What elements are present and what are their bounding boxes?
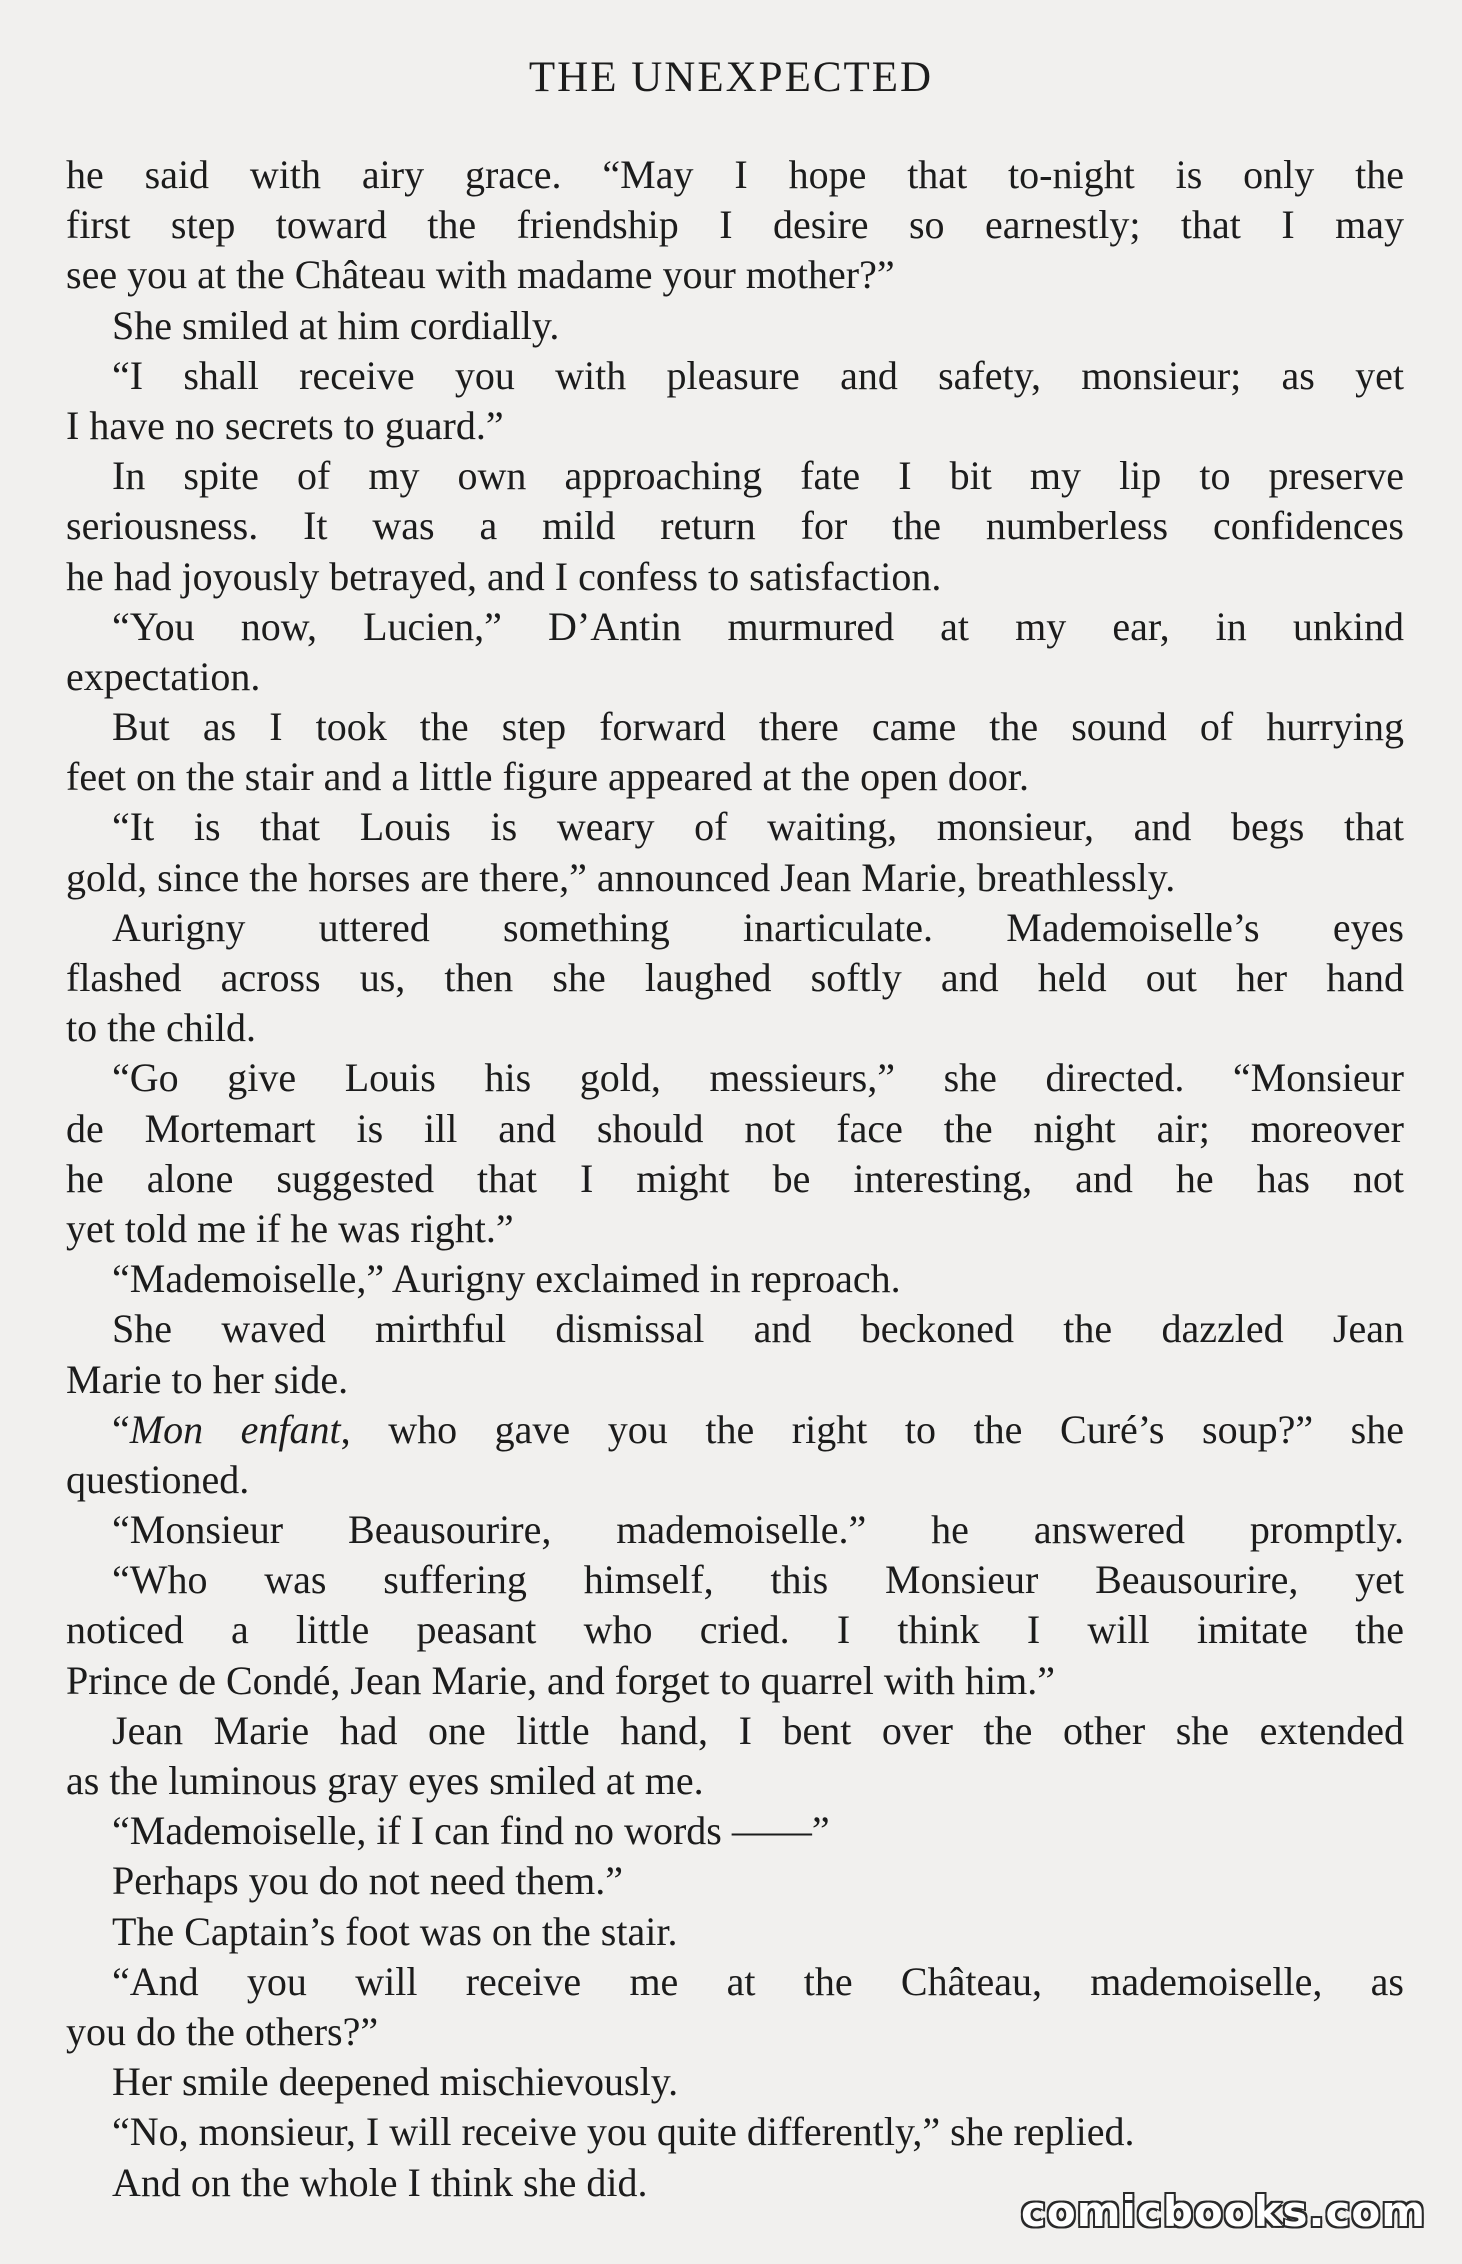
- text-line: “And you will receive me at the Château, mademoiselle, as: [112, 1958, 1404, 2004]
- text-line: Aurigny uttered something inarticulate. Mademoiselle’s eyes: [112, 904, 1404, 950]
- text-line: And on the whole I think she did.: [112, 2159, 648, 2205]
- text-line: “Go give Louis his gold, messieurs,” she directed. “Monsieur: [112, 1055, 1404, 1101]
- text-line: de Mortemart is ill and should not face the night air; moreover: [66, 1105, 1404, 1151]
- text-line: noticed a little peasant who cried. I think I will imitate the: [66, 1607, 1404, 1653]
- text-line: Jean Marie had one little hand, I bent over the other she extended: [112, 1707, 1404, 1753]
- text-line: Marie to her side.: [66, 1356, 349, 1402]
- text-line: see you at the Château with madame your mother?”: [66, 252, 895, 298]
- text-line: In spite of my own approaching fate I bit my lip to preserve: [112, 453, 1404, 499]
- text-line: Perhaps you do not need them.”: [112, 1858, 623, 1904]
- text-line: questioned.: [66, 1456, 250, 1502]
- text-line: Prince de Condé, Jean Marie, and forget to quarrel with him.”: [66, 1657, 1055, 1703]
- text-line: gold, since the horses are there,” announced Jean Marie, breathlessly.: [66, 854, 1176, 900]
- text-line-rest: , who gave you the right to the Curé’s soup?” she: [340, 1406, 1404, 1452]
- body-text: [66, 150, 1404, 2208]
- text-line: expectation.: [66, 653, 261, 699]
- text-line: “Mademoiselle, if I can find no words ——”: [112, 1808, 830, 1854]
- text-line: to the child.: [66, 1005, 256, 1051]
- text-line: yet told me if he was right.”: [66, 1205, 514, 1251]
- text-line: flashed across us, then she laughed softly and held out her hand: [66, 955, 1404, 1000]
- text-line: “You now, Lucien,” D’Antin murmured at my ear, in unkind: [112, 603, 1404, 649]
- text-line: as the luminous gray eyes smiled at me.: [66, 1758, 704, 1803]
- text-line: “I shall receive you with pleasure and safety, monsieur; as yet: [112, 352, 1404, 398]
- watermark: comicbooks.com: [1021, 2187, 1426, 2236]
- text-line: “Who was suffering himself, this Monsieur Beausourire, yet: [112, 1557, 1404, 1603]
- text-line: “It is that Louis is weary of waiting, monsieur, and begs that: [112, 804, 1404, 850]
- text-line: She smiled at him cordially.: [112, 302, 560, 348]
- text-line: Her smile deepened mischievously.: [112, 2059, 679, 2105]
- text-line: seriousness. It was a mild return for the numberless confidences: [66, 503, 1404, 549]
- text-line: [66, 1405, 1404, 1455]
- text-line: “No, monsieur, I will receive you quite differently,” she replied.: [112, 2109, 1135, 2155]
- running-head: THE UNEXPECTED: [528, 54, 934, 101]
- text-line: “Mademoiselle,” Aurigny exclaimed in reproach.: [112, 1256, 901, 1302]
- text-line: he alone suggested that I might be interesting, and he has not: [66, 1155, 1404, 1201]
- text-line-prefix: “: [112, 1406, 130, 1452]
- italic-phrase: Mon enfant: [129, 1406, 341, 1452]
- text-line: he said with airy grace. “May I hope that to-night is only the: [66, 152, 1404, 197]
- text-line: The Captain’s foot was on the stair.: [112, 1908, 678, 1954]
- text-line: he had joyously betrayed, and I confess to satisfaction.: [66, 553, 942, 599]
- text-line: feet on the stair and a little figure appeared at the open door.: [66, 754, 1029, 800]
- text-line: “Monsieur Beausourire, mademoiselle.” he answered promptly.: [112, 1507, 1404, 1553]
- text-line: first step toward the friendship I desire so earnestly; that I may: [66, 202, 1404, 248]
- text-line: She waved mirthful dismissal and beckoned the dazzled Jean: [112, 1306, 1404, 1352]
- text-line: you do the others?”: [66, 2008, 379, 2054]
- text-line: I have no secrets to guard.”: [66, 402, 504, 448]
- text-line: But as I took the step forward there came the sound of hurrying: [112, 704, 1404, 750]
